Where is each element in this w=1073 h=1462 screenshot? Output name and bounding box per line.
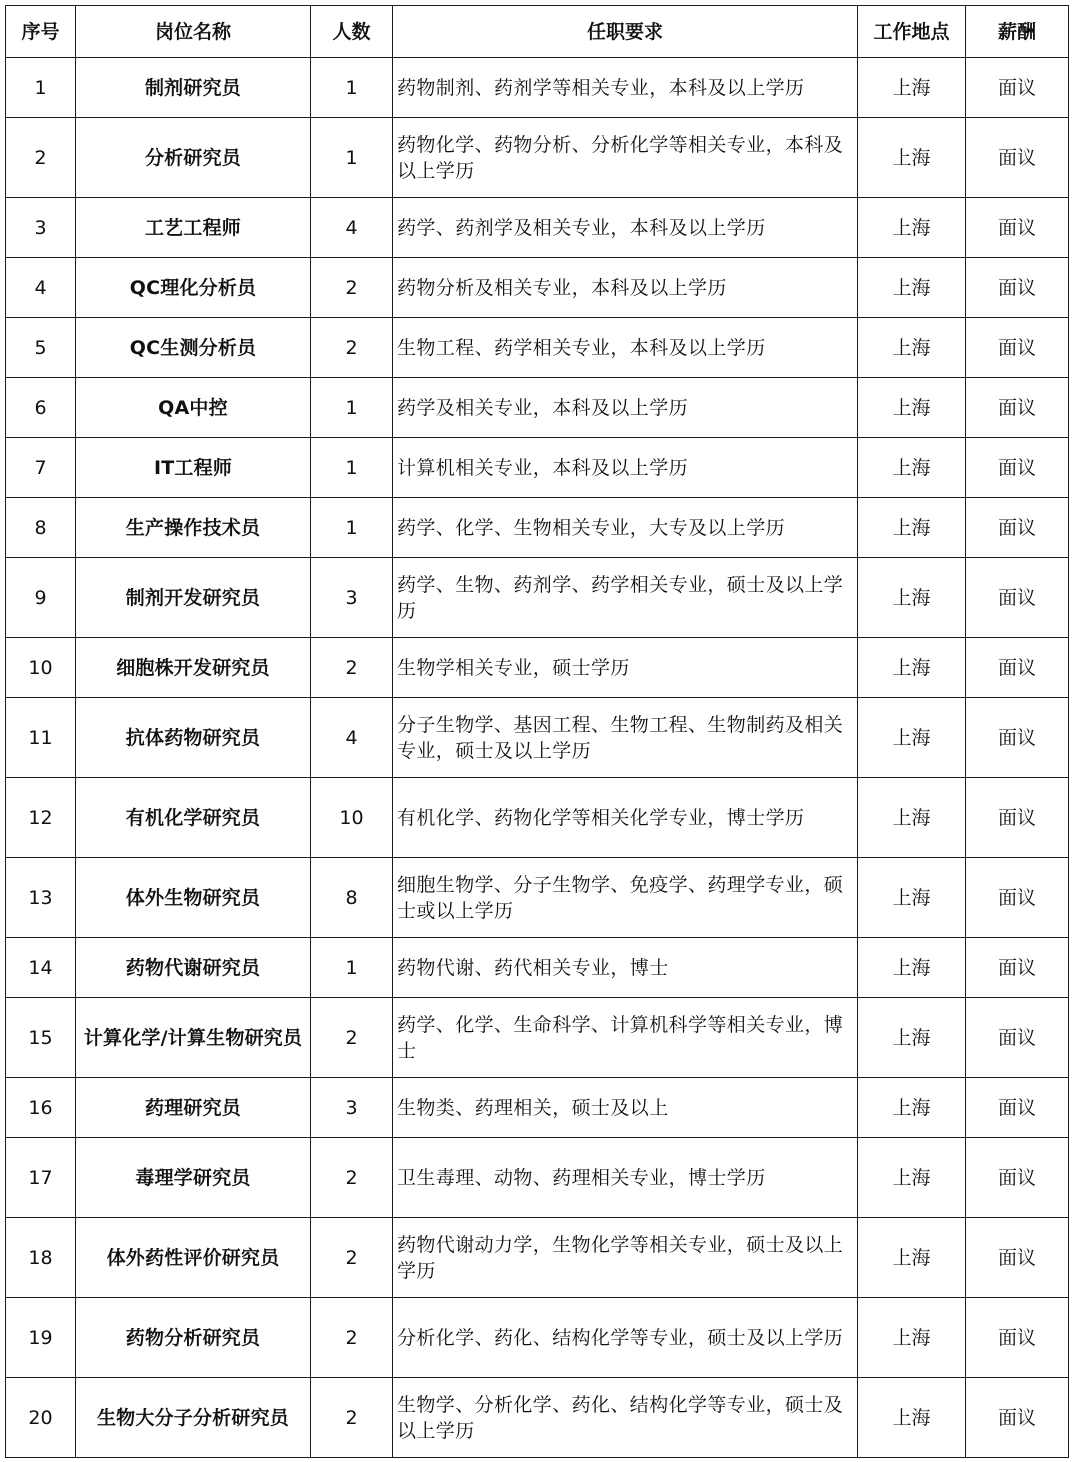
cell-title: 体外药性评价研究员 xyxy=(76,1218,311,1298)
cell-title: 毒理学研究员 xyxy=(76,1138,311,1218)
cell-location: 上海 xyxy=(858,58,966,118)
cell-salary: 面议 xyxy=(966,258,1069,318)
cell-requirement: 药学、生物、药剂学、药学相关专业，硕士及以上学历 xyxy=(393,558,858,638)
cell-requirement: 药学、药剂学及相关专业，本科及以上学历 xyxy=(393,198,858,258)
cell-location: 上海 xyxy=(858,778,966,858)
cell-requirement: 药物化学、药物分析、分析化学等相关专业，本科及以上学历 xyxy=(393,118,858,198)
cell-title: 计算化学/计算生物研究员 xyxy=(76,998,311,1078)
header-no: 序号 xyxy=(6,6,76,58)
cell-salary: 面议 xyxy=(966,558,1069,638)
cell-salary: 面议 xyxy=(966,118,1069,198)
cell-salary: 面议 xyxy=(966,858,1069,938)
table-row xyxy=(6,858,1069,938)
cell-count: 2 xyxy=(311,1138,393,1218)
cell-location: 上海 xyxy=(858,438,966,498)
cell-title: 药理研究员 xyxy=(76,1078,311,1138)
cell-no: 1 xyxy=(6,58,76,118)
cell-location: 上海 xyxy=(858,1078,966,1138)
cell-count: 2 xyxy=(311,1218,393,1298)
table-row xyxy=(6,498,1069,558)
cell-requirement: 药物代谢动力学，生物化学等相关专业，硕士及以上学历 xyxy=(393,1218,858,1298)
cell-count: 2 xyxy=(311,318,393,378)
cell-location: 上海 xyxy=(858,318,966,378)
cell-no: 19 xyxy=(6,1298,76,1378)
header-count: 人数 xyxy=(311,6,393,58)
cell-location: 上海 xyxy=(858,198,966,258)
cell-title: 工艺工程师 xyxy=(76,198,311,258)
cell-location: 上海 xyxy=(858,638,966,698)
cell-no: 14 xyxy=(6,938,76,998)
cell-title: 制剂研究员 xyxy=(76,58,311,118)
cell-no: 5 xyxy=(6,318,76,378)
table-row xyxy=(6,438,1069,498)
table-row xyxy=(6,198,1069,258)
cell-no: 12 xyxy=(6,778,76,858)
table-row xyxy=(6,938,1069,998)
cell-salary: 面议 xyxy=(966,318,1069,378)
cell-salary: 面议 xyxy=(966,1218,1069,1298)
table-row xyxy=(6,778,1069,858)
cell-count: 1 xyxy=(311,378,393,438)
cell-requirement: 药物制剂、药剂学等相关专业，本科及以上学历 xyxy=(393,58,858,118)
cell-no: 2 xyxy=(6,118,76,198)
cell-requirement: 药学、化学、生物相关专业，大专及以上学历 xyxy=(393,498,858,558)
cell-title: 分析研究员 xyxy=(76,118,311,198)
cell-location: 上海 xyxy=(858,498,966,558)
cell-location: 上海 xyxy=(858,698,966,778)
cell-no: 11 xyxy=(6,698,76,778)
cell-count: 3 xyxy=(311,1078,393,1138)
job-openings-table xyxy=(5,5,1069,1458)
cell-title: 药物分析研究员 xyxy=(76,1298,311,1378)
cell-salary: 面议 xyxy=(966,438,1069,498)
cell-count: 1 xyxy=(311,118,393,198)
cell-title: 有机化学研究员 xyxy=(76,778,311,858)
cell-salary: 面议 xyxy=(966,498,1069,558)
cell-count: 3 xyxy=(311,558,393,638)
table-row xyxy=(6,378,1069,438)
cell-requirement: 有机化学、药物化学等相关化学专业，博士学历 xyxy=(393,778,858,858)
cell-count: 2 xyxy=(311,1298,393,1378)
header-location: 工作地点 xyxy=(858,6,966,58)
table-row xyxy=(6,318,1069,378)
cell-no: 9 xyxy=(6,558,76,638)
cell-salary: 面议 xyxy=(966,58,1069,118)
table-row xyxy=(6,638,1069,698)
cell-location: 上海 xyxy=(858,558,966,638)
header-salary: 薪酬 xyxy=(966,6,1069,58)
cell-no: 7 xyxy=(6,438,76,498)
cell-title: QC理化分析员 xyxy=(76,258,311,318)
cell-salary: 面议 xyxy=(966,638,1069,698)
header-title: 岗位名称 xyxy=(76,6,311,58)
cell-requirement: 生物学、分析化学、药化、结构化学等专业，硕士及以上学历 xyxy=(393,1378,858,1458)
cell-location: 上海 xyxy=(858,938,966,998)
cell-count: 1 xyxy=(311,58,393,118)
cell-no: 17 xyxy=(6,1138,76,1218)
cell-requirement: 细胞生物学、分子生物学、免疫学、药理学专业，硕士或以上学历 xyxy=(393,858,858,938)
cell-location: 上海 xyxy=(858,258,966,318)
table-row xyxy=(6,258,1069,318)
cell-count: 4 xyxy=(311,198,393,258)
cell-requirement: 卫生毒理、动物、药理相关专业，博士学历 xyxy=(393,1138,858,1218)
cell-location: 上海 xyxy=(858,378,966,438)
cell-requirement: 药学、化学、生命科学、计算机科学等相关专业，博士 xyxy=(393,998,858,1078)
cell-title: 抗体药物研究员 xyxy=(76,698,311,778)
cell-salary: 面议 xyxy=(966,1378,1069,1458)
table-row xyxy=(6,558,1069,638)
cell-salary: 面议 xyxy=(966,198,1069,258)
cell-salary: 面议 xyxy=(966,1298,1069,1378)
cell-title: IT工程师 xyxy=(76,438,311,498)
cell-no: 20 xyxy=(6,1378,76,1458)
cell-salary: 面议 xyxy=(966,778,1069,858)
cell-count: 1 xyxy=(311,938,393,998)
cell-requirement: 药物代谢、药代相关专业，博士 xyxy=(393,938,858,998)
cell-no: 3 xyxy=(6,198,76,258)
table-row xyxy=(6,1138,1069,1218)
table-row xyxy=(6,1378,1069,1458)
cell-no: 18 xyxy=(6,1218,76,1298)
cell-requirement: 分子生物学、基因工程、生物工程、生物制药及相关专业，硕士及以上学历 xyxy=(393,698,858,778)
cell-salary: 面议 xyxy=(966,378,1069,438)
cell-count: 10 xyxy=(311,778,393,858)
cell-title: 药物代谢研究员 xyxy=(76,938,311,998)
cell-count: 4 xyxy=(311,698,393,778)
cell-salary: 面议 xyxy=(966,938,1069,998)
cell-requirement: 药学及相关专业，本科及以上学历 xyxy=(393,378,858,438)
cell-salary: 面议 xyxy=(966,698,1069,778)
cell-count: 2 xyxy=(311,998,393,1078)
cell-location: 上海 xyxy=(858,1378,966,1458)
table-row xyxy=(6,1298,1069,1378)
cell-count: 2 xyxy=(311,1378,393,1458)
table-row xyxy=(6,1078,1069,1138)
cell-location: 上海 xyxy=(858,1138,966,1218)
table-body xyxy=(6,58,1069,1458)
cell-title: QA中控 xyxy=(76,378,311,438)
cell-count: 1 xyxy=(311,498,393,558)
cell-requirement: 生物工程、药学相关专业，本科及以上学历 xyxy=(393,318,858,378)
cell-no: 4 xyxy=(6,258,76,318)
cell-count: 8 xyxy=(311,858,393,938)
cell-no: 10 xyxy=(6,638,76,698)
cell-location: 上海 xyxy=(858,858,966,938)
cell-count: 2 xyxy=(311,638,393,698)
cell-no: 6 xyxy=(6,378,76,438)
table-row xyxy=(6,698,1069,778)
cell-location: 上海 xyxy=(858,1218,966,1298)
header-requirement: 任职要求 xyxy=(393,6,858,58)
cell-salary: 面议 xyxy=(966,1078,1069,1138)
cell-no: 16 xyxy=(6,1078,76,1138)
cell-location: 上海 xyxy=(858,118,966,198)
table-row xyxy=(6,118,1069,198)
cell-title: 细胞株开发研究员 xyxy=(76,638,311,698)
cell-title: 生产操作技术员 xyxy=(76,498,311,558)
cell-count: 2 xyxy=(311,258,393,318)
cell-requirement: 药物分析及相关专业，本科及以上学历 xyxy=(393,258,858,318)
cell-title: QC生测分析员 xyxy=(76,318,311,378)
table-row xyxy=(6,1218,1069,1298)
cell-count: 1 xyxy=(311,438,393,498)
cell-salary: 面议 xyxy=(966,1138,1069,1218)
cell-no: 15 xyxy=(6,998,76,1078)
cell-salary: 面议 xyxy=(966,998,1069,1078)
table-row xyxy=(6,998,1069,1078)
cell-requirement: 计算机相关专业，本科及以上学历 xyxy=(393,438,858,498)
cell-title: 制剂开发研究员 xyxy=(76,558,311,638)
cell-location: 上海 xyxy=(858,1298,966,1378)
cell-requirement: 生物类、药理相关，硕士及以上 xyxy=(393,1078,858,1138)
cell-title: 体外生物研究员 xyxy=(76,858,311,938)
cell-requirement: 生物学相关专业，硕士学历 xyxy=(393,638,858,698)
cell-requirement: 分析化学、药化、结构化学等专业，硕士及以上学历 xyxy=(393,1298,858,1378)
cell-location: 上海 xyxy=(858,998,966,1078)
cell-no: 8 xyxy=(6,498,76,558)
table-header-row xyxy=(6,6,1069,58)
cell-no: 13 xyxy=(6,858,76,938)
table-row xyxy=(6,58,1069,118)
cell-title: 生物大分子分析研究员 xyxy=(76,1378,311,1458)
